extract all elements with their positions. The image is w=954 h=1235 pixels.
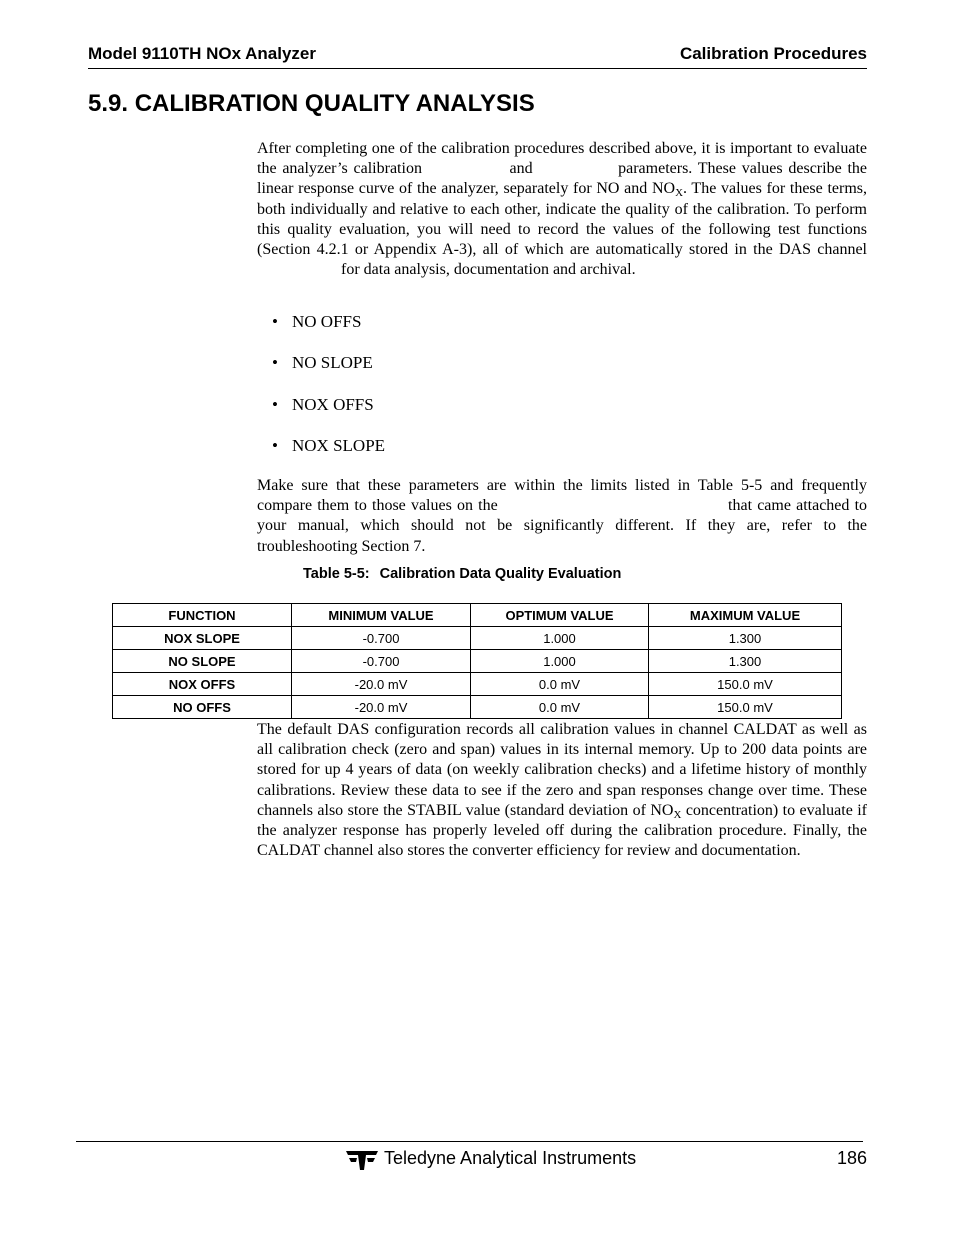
column-header: MAXIMUM VALUE: [649, 604, 842, 627]
column-header: OPTIMUM VALUE: [471, 604, 649, 627]
footer-company: Teledyne Analytical Instruments: [384, 1148, 637, 1168]
das-text-b: concentration) to evaluate if the analyzer response has properly leveled off during the calibration procedure. Finally, the CALDAT channel also stores the converter efficiency for review and documentation.: [257, 801, 867, 860]
footer-divider: [76, 1141, 863, 1142]
page-header: [88, 44, 867, 69]
das-text-a: The default DAS configuration records all calibration values in channel CALDAT as well as all calibration check (zero and span) values in its internal memory. Up to 200 data points are stored for up 4 years of data (on weekly calibration checks) and a lifetime history of monthly calibrations. Review these data to see if the zero and span responses change over time. These channels also store the STABIL value (standard deviation of NO: [257, 721, 867, 819]
column-header: FUNCTION: [113, 604, 292, 627]
table-caption-title: Calibration Data Quality Evaluation: [379, 566, 622, 582]
list-item: • NOX SLOPE: [272, 435, 386, 455]
intro-text-c: parameters. These values describe the linear response curve of the analyzer, separately for NO and NO: [257, 160, 867, 198]
teledyne-logo-icon: [345, 1149, 379, 1171]
limits-text-a: Make sure that these parameters are within the limits listed in Table 5-5 and frequently compare them to those values on the: [257, 477, 867, 515]
table-header-row: [113, 604, 842, 627]
table-row: [113, 696, 842, 719]
table-cell: -0.700: [292, 650, 471, 673]
column-header: MINIMUM VALUE: [292, 604, 471, 627]
intro-text-b: and: [509, 160, 533, 178]
table-cell: 1.300: [649, 627, 842, 650]
table-cell: 150.0 mV: [649, 673, 842, 696]
table-row: [113, 673, 842, 696]
table-caption: [303, 566, 621, 582]
table-cell: 1.300: [649, 650, 842, 673]
table-cell: -0.700: [292, 627, 471, 650]
das-subscript: X: [673, 808, 682, 821]
table-cell: 0.0 mV: [471, 673, 649, 696]
bullet-icon: •: [272, 394, 278, 414]
limits-text-b: that came attached to your manual, which should not be significantly different. If they are, refer to the troubleshooting Section 7.: [257, 497, 868, 555]
intro-paragraph: [257, 139, 867, 280]
table-row: [113, 627, 842, 650]
table-cell: -20.0 mV: [292, 696, 471, 719]
header-chapter-title: Calibration Procedures: [679, 44, 867, 63]
table-cell: 1.000: [471, 650, 649, 673]
list-item: • NO SLOPE: [272, 353, 373, 373]
table-row: [113, 650, 842, 673]
intro-text-a: After completing one of the calibration procedures described above, it is important to evaluate the analyzer’s calibration: [257, 140, 867, 178]
list-item: • NO OFFS: [272, 312, 362, 331]
limits-paragraph: [257, 476, 867, 557]
table-cell: 0.0 mV: [471, 696, 649, 719]
table-caption-number: Table 5-5:: [303, 566, 370, 582]
bullet-icon: •: [272, 353, 278, 373]
das-paragraph: [257, 720, 867, 861]
section-title: 5.9. CALIBRATION QUALITY ANALYSIS: [88, 90, 535, 117]
table-cell: -20.0 mV: [292, 673, 471, 696]
table-cell-function: NOX OFFS: [113, 673, 292, 696]
bullet-icon: •: [272, 312, 278, 331]
intro-subscript: X: [675, 187, 684, 200]
intro-text-e: for data analysis, documentation and archival.: [341, 261, 636, 279]
table-cell-function: NOX SLOPE: [113, 627, 292, 650]
table-cell: 150.0 mV: [649, 696, 842, 719]
list-item: • NOX OFFS: [272, 394, 374, 414]
table-cell: 1.000: [471, 627, 649, 650]
intro-text-d: . The values for these terms, both individually and relative to each other, indicate the quality of the calibration. To perform this quality evaluation, you will need to record the values of the following test functions (Section 4.2.1 or Appendix A-3), all of which are automatically stored in the DAS channel: [257, 180, 867, 259]
page-number: 186: [836, 1148, 867, 1168]
table-cell-function: NO OFFS: [113, 696, 292, 719]
test-function-list: [272, 312, 385, 477]
bullet-icon: •: [272, 435, 278, 455]
header-model-title: Model 9110TH NOx Analyzer: [88, 44, 317, 63]
calibration-quality-table: [112, 603, 842, 719]
table-cell-function: NO SLOPE: [113, 650, 292, 673]
